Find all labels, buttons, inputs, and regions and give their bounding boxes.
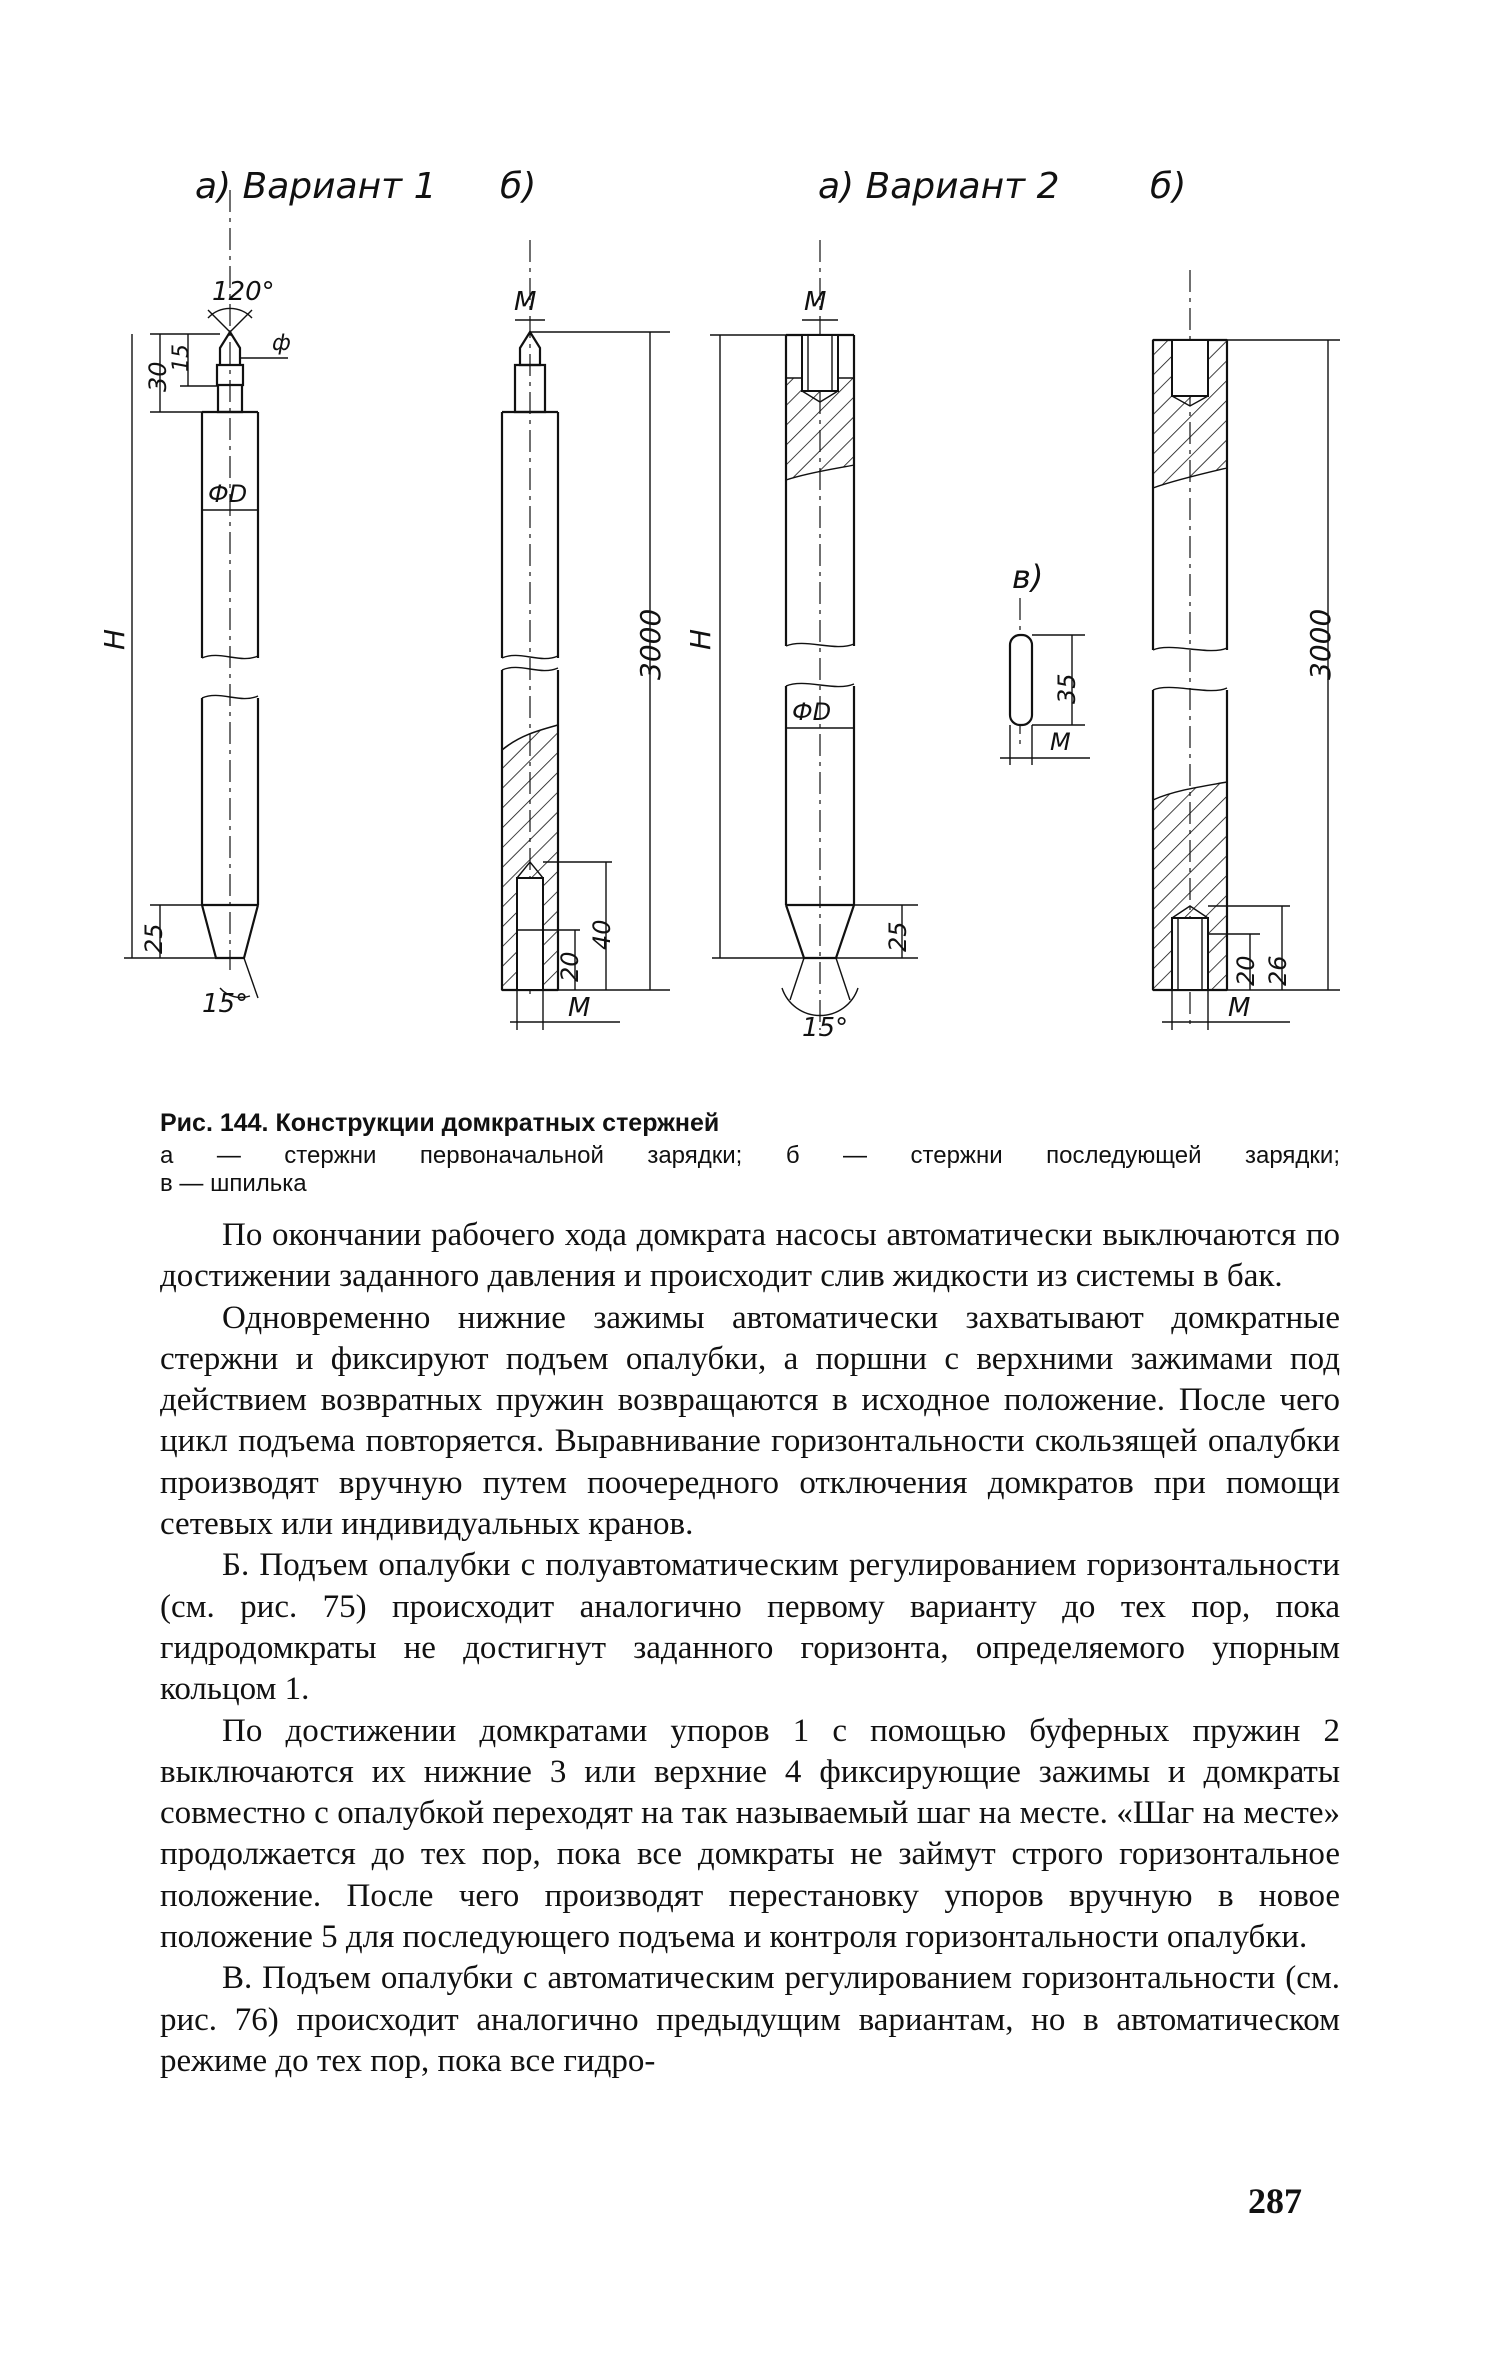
figure-caption bbox=[160, 1108, 1340, 1198]
dim-26-label: 26 bbox=[1264, 955, 1292, 986]
caption-legend-line2: в — шпилька bbox=[160, 1170, 307, 1197]
figure-jack-rods bbox=[98, 150, 1350, 1110]
phi-label: ф bbox=[272, 331, 291, 356]
rod-variant2-a bbox=[684, 240, 918, 1043]
page-number: 287 bbox=[1248, 2181, 1302, 2221]
dim-40-label: 40 bbox=[588, 919, 616, 950]
dim-20-label-1: 20 bbox=[556, 951, 584, 982]
dim-35-label: 35 bbox=[1053, 673, 1081, 704]
dim-phiD-label: ФD bbox=[208, 480, 248, 508]
paragraph: Б. Подъем опалубки с полуавтоматическим регулированием горизонтальности (см. рис. 75) происходит аналогично первому варианту до тех пор, пока гидродомкраты не достигнут заданного горизонта, определяемого упорным кольцом 1. bbox=[160, 1547, 1340, 1708]
angle-15-label-2: 15° bbox=[802, 1013, 849, 1043]
dim-20-label-2: 20 bbox=[1232, 955, 1260, 986]
dim-3000-label-1: 3000 bbox=[634, 608, 667, 680]
dim-M-label-5: M bbox=[1228, 993, 1251, 1023]
paragraph: По окончании рабочего хода домкрата насосы автоматически выключаются по достижении заданного давления и происходит слив жидкости из системы в бак. bbox=[160, 1217, 1340, 1295]
jack-rods-drawing bbox=[98, 150, 1350, 1110]
variant2-label: а) Вариант 2 bbox=[818, 166, 1060, 207]
dim-M-label-1: M bbox=[514, 287, 537, 317]
variant1-b-label: б) bbox=[500, 166, 537, 207]
dim-H-label-2: H bbox=[684, 628, 717, 650]
angle-120-label: 120° bbox=[212, 277, 275, 307]
dim-phiD-label-2: ФD bbox=[792, 698, 832, 726]
variant2-b-label: б) bbox=[1150, 166, 1187, 207]
paragraph: В. Подъем опалубки с автоматическим регулированием горизонтальности (см. рис. 76) происходит аналогично предыдущим вариантам, но в автоматическом режиме до тех пор, пока все гидро- bbox=[160, 1960, 1340, 2079]
dim-M-label-4: M bbox=[1050, 728, 1071, 756]
pin-label: в) bbox=[1012, 558, 1044, 596]
pin-variant-v bbox=[1000, 558, 1090, 765]
dim-25-label: 25 bbox=[140, 923, 168, 954]
dim-M-label-3: M bbox=[804, 287, 827, 317]
dim-3000-label-2: 3000 bbox=[1304, 608, 1337, 680]
angle-15-label-1: 15° bbox=[202, 989, 249, 1019]
rod-variant1-a bbox=[98, 190, 291, 1019]
rod-variant1-b bbox=[502, 240, 670, 1030]
dim-15-label: 15 bbox=[169, 344, 194, 372]
dim-30-label: 30 bbox=[144, 361, 172, 392]
paragraph: Одновременно нижние зажимы автоматически захватывают домкратные стержни и фиксируют подъем опалубки, а поршни с верхними зажимами под действием возвратных пружин возвращаются в исходное положение. После чего цикл подъема повторяется. Выравнивание горизонтальности скользящей опалубки производят вручную путем поочередного отключения домкратов при помощи сетевых или индивидуальных кранов. bbox=[160, 1299, 1340, 1543]
body-text bbox=[160, 1215, 1340, 2082]
dim-M-label-2: M bbox=[568, 993, 591, 1023]
rod-variant2-b bbox=[1153, 270, 1340, 1030]
variant1-label: а) Вариант 1 bbox=[195, 166, 437, 207]
caption-legend-line1: а — стержни первоначальной зарядки; б — стержни последующей зарядки; bbox=[160, 1142, 1340, 1169]
dim-25-label-2: 25 bbox=[884, 921, 912, 952]
paragraph: По достижении домкратами упоров 1 с помощью буферных пружин 2 выключаются их нижние 3 или верхние 4 фиксирующие зажимы и домкраты совместно с опалубкой переходят на так называемый шаг на месте. «Шаг на месте» продолжается до тех пор, пока все домкраты не займут строго горизонтальное положение. После чего производят перестановку упоров вручную в новое положение 5 для последующего подъема и контроля горизонтальности опалубки. bbox=[160, 1712, 1340, 1956]
caption-title: Рис. 144. Конструкции домкратных стержней bbox=[160, 1109, 720, 1137]
dim-H-label: H bbox=[98, 628, 131, 650]
